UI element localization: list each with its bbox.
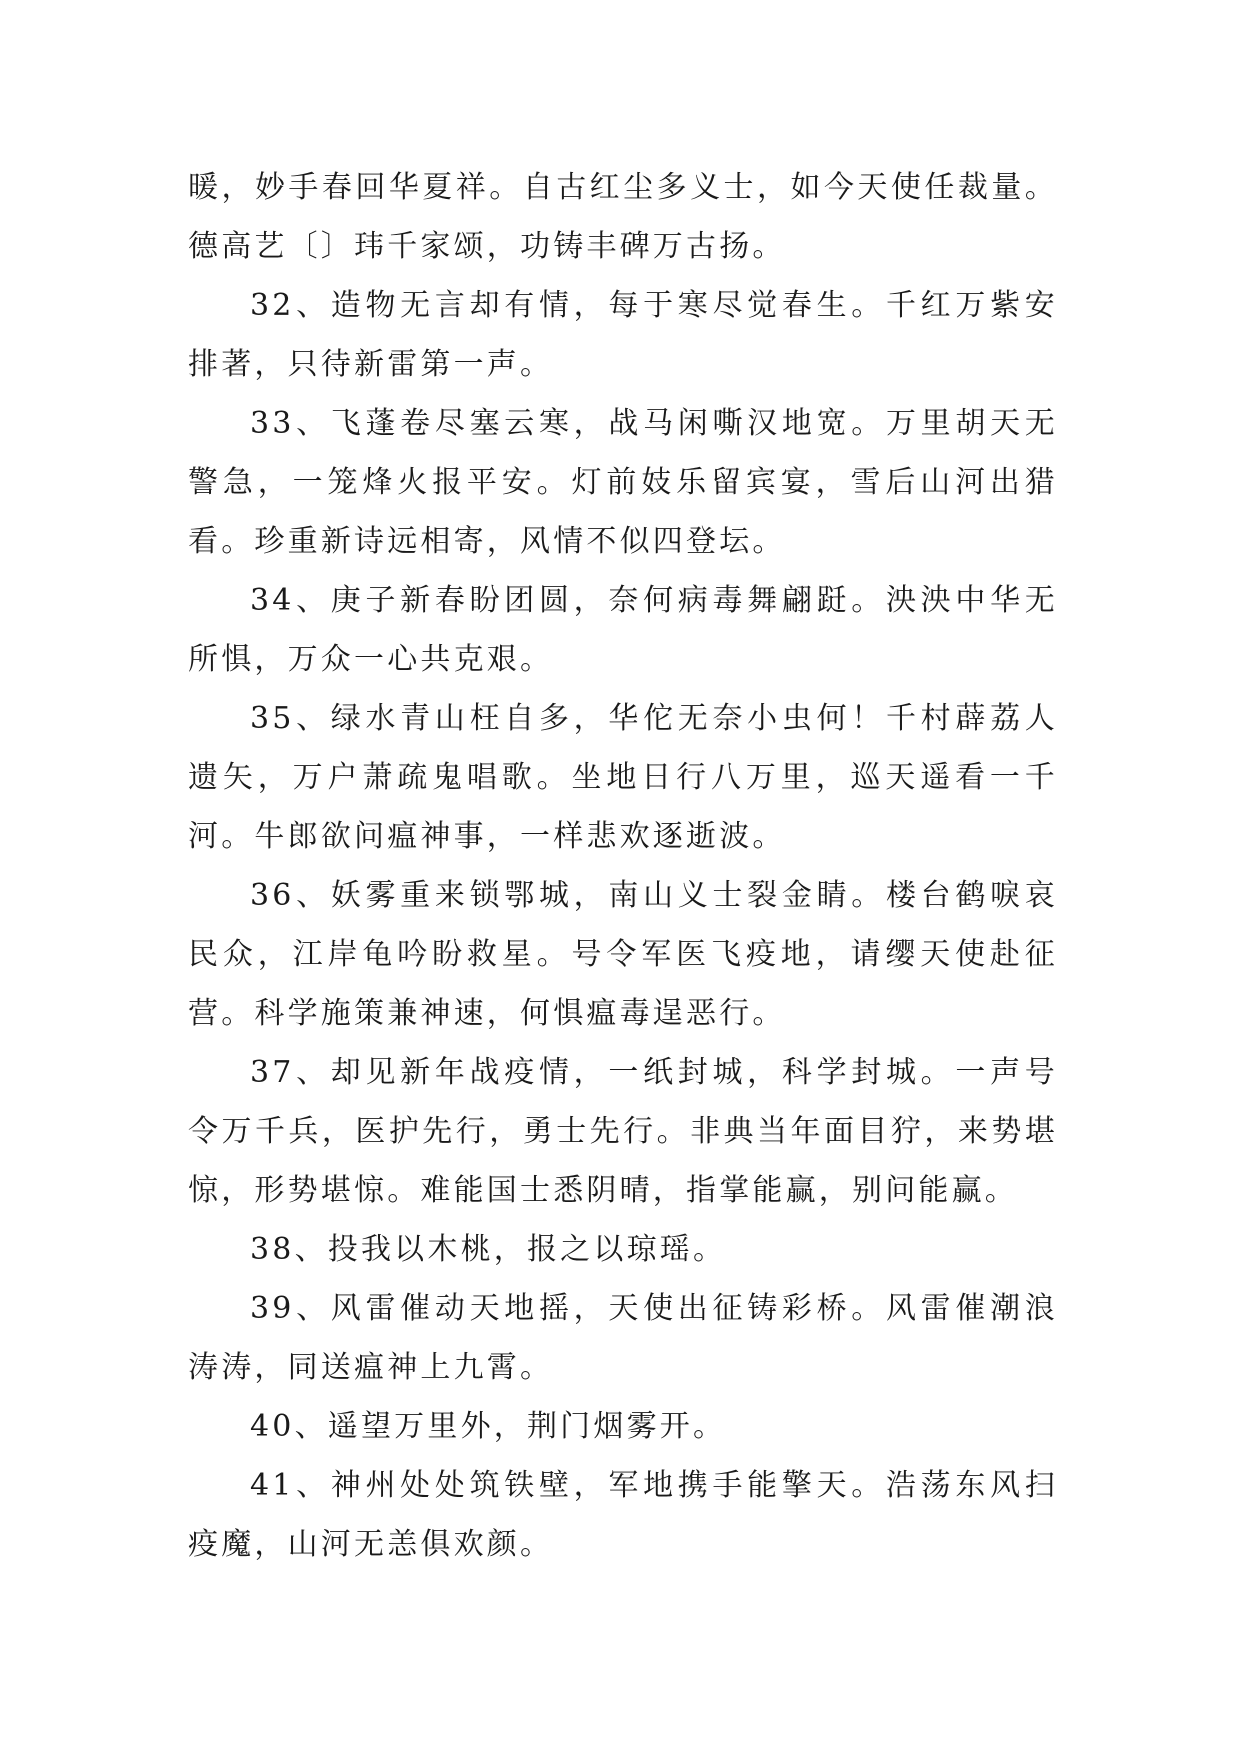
- paragraph-38: 38、投我以木桃，报之以琼瑶。: [250, 1232, 727, 1267]
- document-page: [188, 158, 1058, 1574]
- paragraph-continuation: 暖，妙手春回华夏祥。自古红尘多义士，如今天使任裁量。德高艺〔〕玮千家颂，功铸丰碑万古扬。: [188, 170, 1058, 264]
- paragraph-41: 41、神州处处筑铁壁，军地携手能擎天。浩荡东风扫疫魔，山河无恙俱欢颜。: [188, 1468, 1058, 1562]
- paragraph-34: 34、庚子新春盼团圆，奈何病毒舞翩跹。泱泱中华无所惧，万众一心共克艰。: [188, 583, 1058, 677]
- paragraph-37: 37、却见新年战疫情，一纸封城，科学封城。一声号令万千兵，医护先行，勇士先行。非典当年面目狞，来势堪惊，形势堪惊。难能国士悉阴晴，指掌能赢，别问能赢。: [188, 1055, 1058, 1208]
- paragraph-35: 35、绿水青山枉自多，华佗无奈小虫何！千村薜荔人遗矢，万户萧疏鬼唱歌。坐地日行八万里，巡天遥看一千河。牛郎欲问瘟神事，一样悲欢逐逝波。: [188, 701, 1058, 854]
- paragraph-36: 36、妖雾重来锁鄂城，南山义士裂金睛。楼台鹤唳哀民众，江岸龟吟盼救星。号令军医飞疫地，请缨天使赴征营。科学施策兼神速，何惧瘟毒逞恶行。: [188, 878, 1058, 1031]
- paragraph-32: 32、造物无言却有情，每于寒尽觉春生。千红万紫安排著，只待新雷第一声。: [188, 288, 1058, 382]
- paragraph-39: 39、风雷催动天地摇，天使出征铸彩桥。风雷催潮浪涛涛，同送瘟神上九霄。: [188, 1291, 1058, 1385]
- paragraph-33: 33、飞蓬卷尽塞云寒，战马闲嘶汉地宽。万里胡天无警急，一笼烽火报平安。灯前妓乐留宾宴，雪后山河出猎看。珍重新诗远相寄，风情不似四登坛。: [188, 406, 1058, 559]
- paragraph-40: 40、遥望万里外，荆门烟雾开。: [250, 1409, 727, 1444]
